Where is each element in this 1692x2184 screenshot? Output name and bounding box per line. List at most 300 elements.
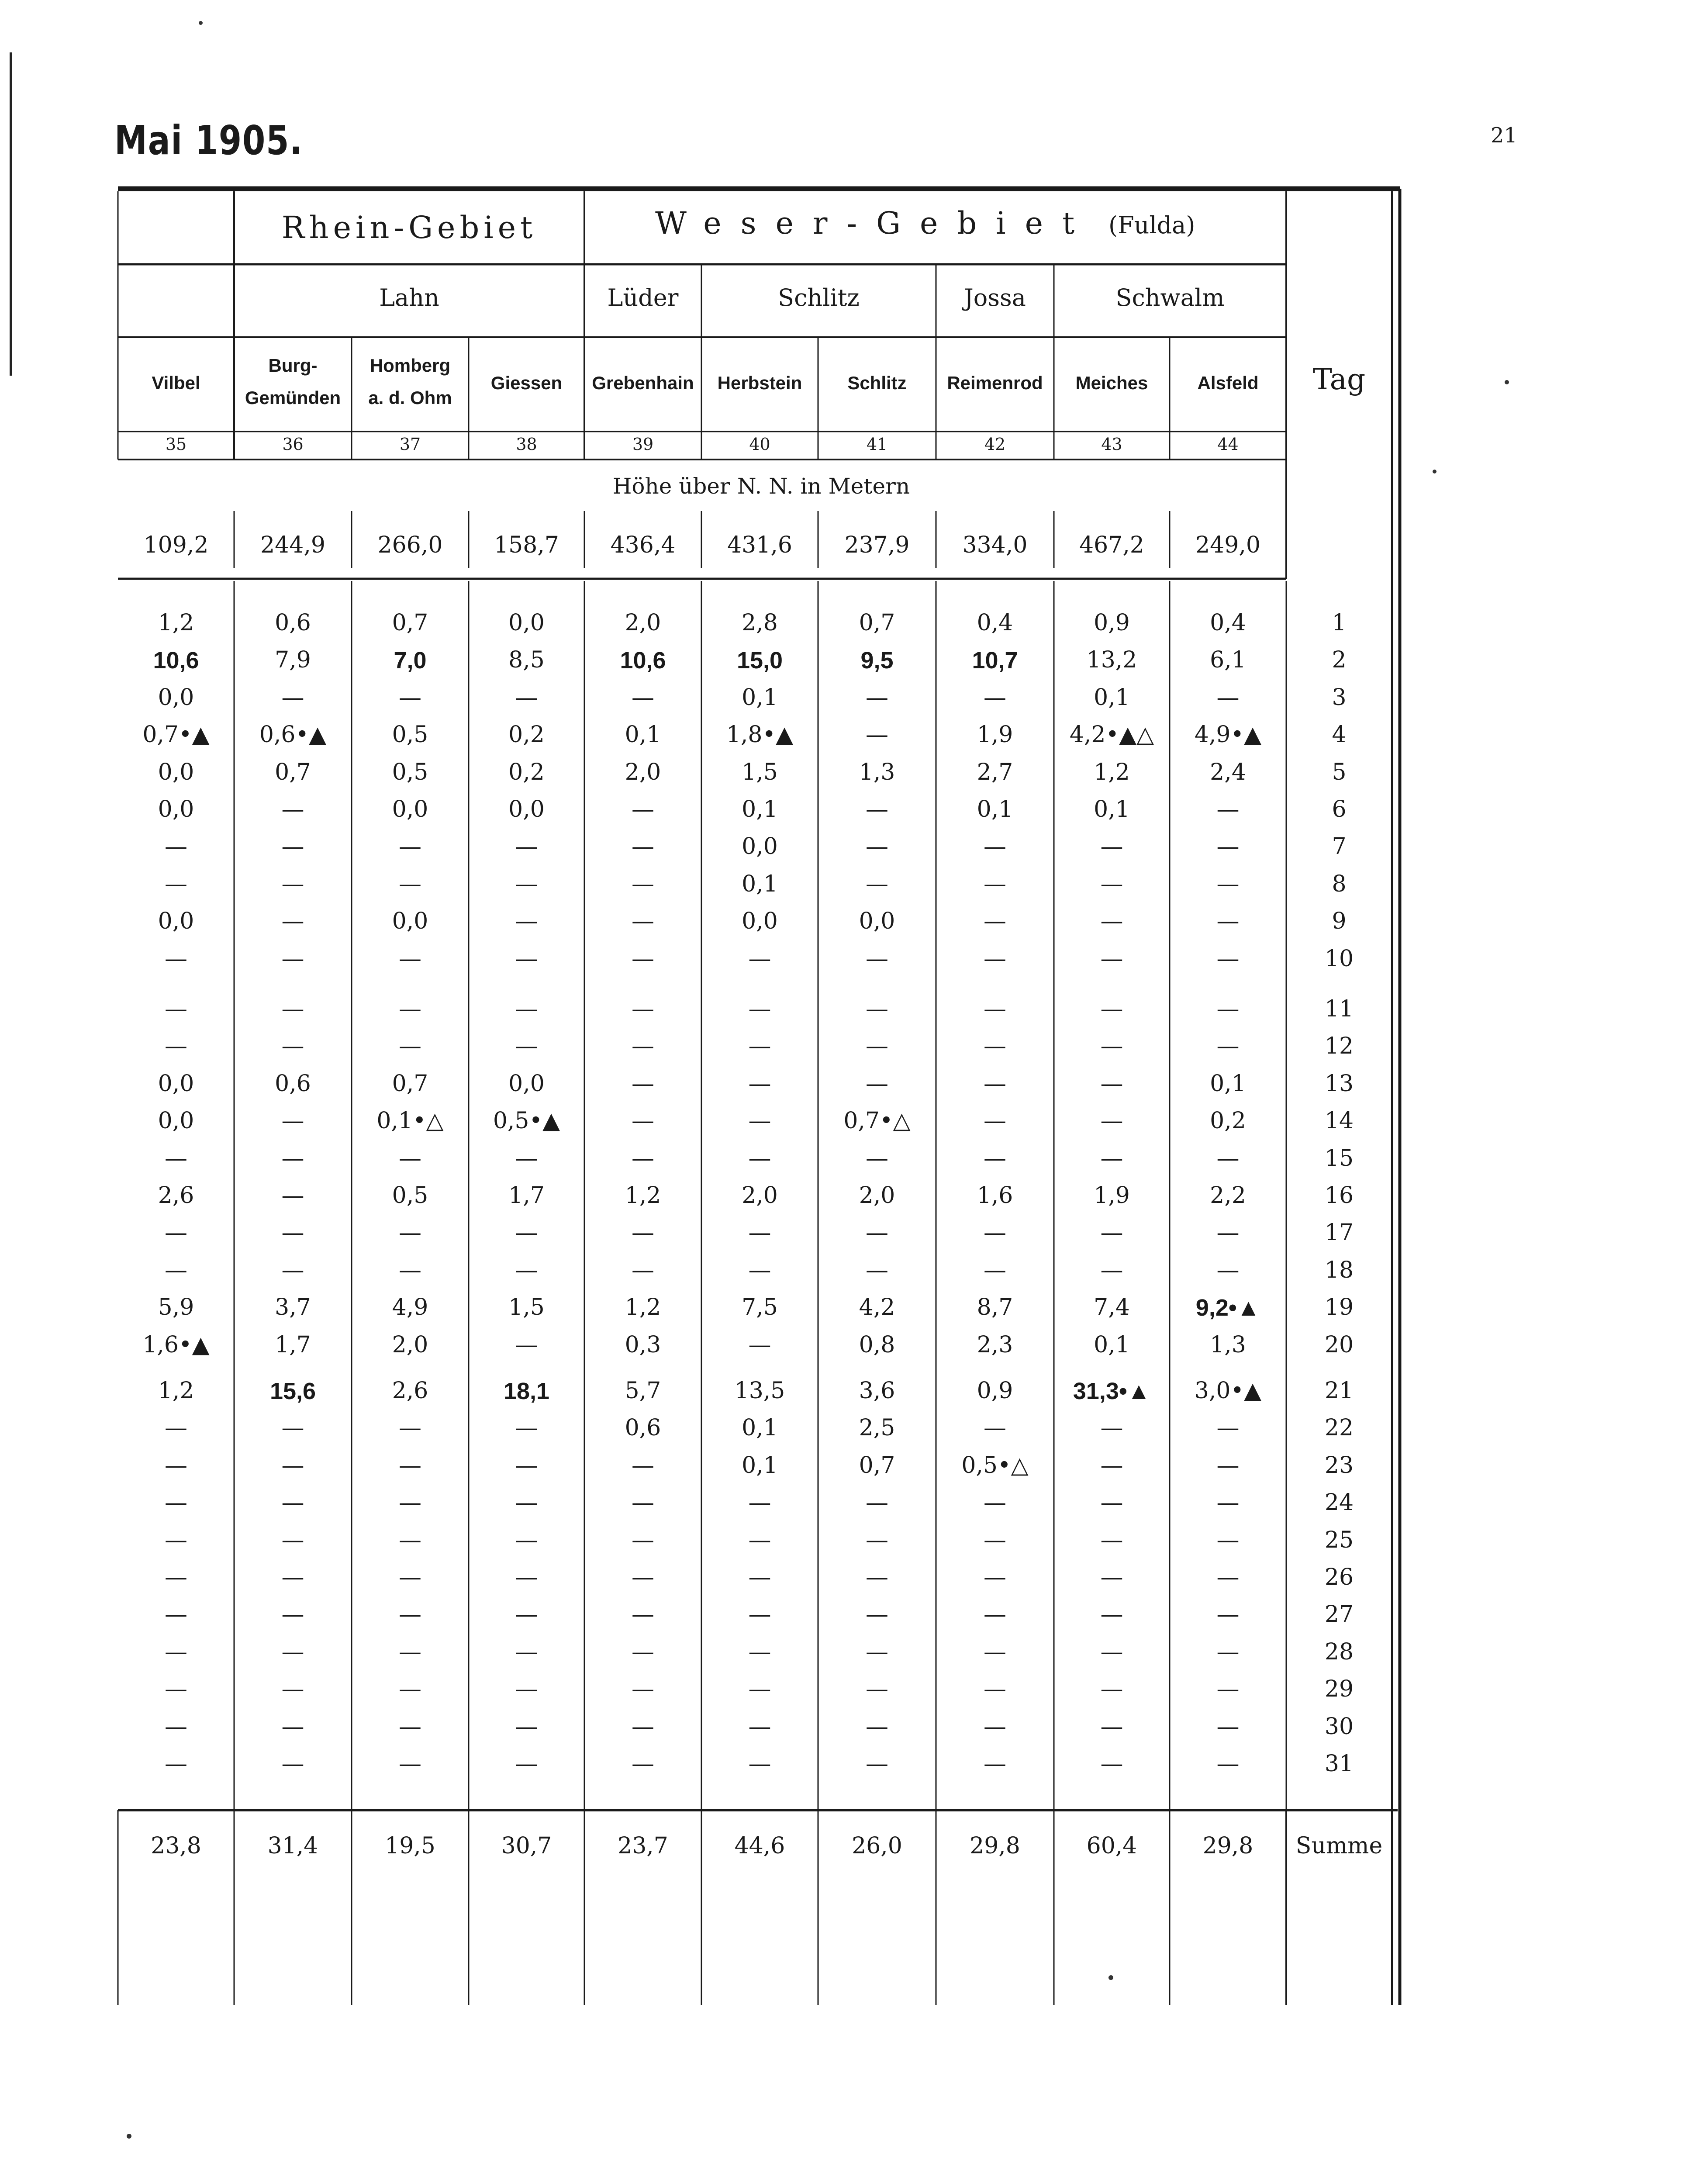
cell-value: — [1100,1527,1123,1553]
cell-value: — [866,722,888,748]
day-number: 17 [1324,1220,1354,1246]
cell-value: 5,9 [158,1294,194,1321]
cell-value: — [632,1676,654,1703]
cell-value: — [515,1415,538,1441]
cell-value: 0,3 [625,1331,661,1358]
cell-value: — [1216,996,1240,1022]
cell-value: — [866,1713,888,1740]
cell-value: 3,7 [275,1294,311,1321]
cell-value: 0,1 [1094,684,1130,711]
cell-value: — [399,1489,421,1516]
cell-value: — [515,1257,538,1283]
cell-value: — [165,1713,187,1740]
cell-value: — [748,996,771,1022]
station-elevation: 237,9 [844,532,910,558]
cell-value: — [1216,1220,1240,1246]
cell-value: — [984,1415,1006,1441]
cell-value: 5,7 [625,1378,661,1404]
day-number: 12 [1324,1033,1354,1060]
page-number: 21 [1491,123,1518,148]
cell-value: — [281,1527,304,1553]
station-number: 42 [984,435,1006,454]
cell-value: — [399,1415,421,1441]
cell-value: — [515,1638,538,1665]
cell-value: — [281,796,304,822]
cell-value: — [984,1601,1006,1628]
cell-value: — [165,945,187,972]
cell-value: 0,6•▲ [259,722,327,748]
cell-value: — [866,996,888,1022]
cell-value: 0,1 [977,796,1013,822]
sum-value: 60,4 [1086,1833,1137,1859]
day-number: 20 [1324,1331,1354,1358]
cell-value: 10,7 [972,647,1018,674]
cell-value: — [1100,1415,1123,1441]
station-elevation: 249,0 [1195,532,1260,558]
cell-value: — [515,1713,538,1740]
cell-value: — [281,1452,304,1479]
cell-value: — [515,945,538,972]
cell-value: 0,5 [392,759,428,785]
cell-value: — [1216,1564,1240,1590]
cell-value: — [515,1145,538,1171]
cell-value: 3,0•▲ [1194,1378,1262,1404]
cell-value: 6,1 [1210,647,1246,674]
day-number: 19 [1324,1294,1354,1321]
cell-value: — [748,1108,771,1134]
cell-value: — [632,908,654,935]
cell-value: — [866,1751,888,1777]
cell-value: — [281,1713,304,1740]
cell-value: 1,2 [158,610,194,636]
cell-value: — [515,1033,538,1060]
cell-value: — [1100,1601,1123,1628]
cell-value: — [165,1257,187,1283]
cell-value: 0,6 [275,610,311,636]
station-elevation: 334,0 [962,532,1028,558]
cell-value: — [632,1489,654,1516]
cell-value: 0,0 [508,610,545,636]
cell-value: — [866,1070,888,1097]
cell-value: — [515,871,538,897]
cell-value: 0,1 [1210,1070,1246,1097]
cell-value: — [1216,1638,1240,1665]
cell-value: 1,3 [1210,1331,1246,1358]
cell-value: — [165,1415,187,1441]
cell-value: — [281,871,304,897]
cell-value: — [399,1145,421,1171]
cell-value: — [866,1220,888,1246]
cell-value: — [866,796,888,822]
station-elevation: 436,4 [610,532,676,558]
cell-value: — [1216,1415,1240,1441]
cell-value: 0,4 [977,610,1013,636]
station-number: 40 [749,435,770,454]
cell-value: — [866,684,888,711]
cell-value: — [748,945,771,972]
cell-value: 0,1 [1094,796,1130,822]
cell-value: 1,9 [1094,1182,1130,1209]
cell-value: 1,8•▲ [726,722,794,748]
cell-value: 2,0 [859,1182,895,1209]
cell-value: — [632,871,654,897]
cell-value: — [399,1452,421,1479]
cell-value: 0,0 [158,908,194,935]
cell-value: 0,0 [158,759,194,785]
cell-value: 0,0 [158,796,194,822]
station-elevation: 431,6 [727,532,792,558]
cell-value: — [515,1601,538,1628]
cell-value: — [748,1220,771,1246]
cell-value: — [1216,1257,1240,1283]
sum-value: 30,7 [501,1833,552,1859]
cell-value: 0,0 [508,796,545,822]
cell-value: — [984,996,1006,1022]
cell-value: 0,7 [275,759,311,785]
cell-value: — [1100,996,1123,1022]
cell-value: — [281,1415,304,1441]
day-number: 3 [1332,684,1347,711]
cell-value: — [984,1676,1006,1703]
sum-value: 44,6 [734,1833,785,1859]
cell-value: — [165,1145,187,1171]
day-number: 8 [1332,871,1347,897]
cell-value: 0,5 [392,722,428,748]
cell-value: — [165,1452,187,1479]
station-name: Herbstein [717,373,802,393]
cell-value: — [399,1751,421,1777]
cell-value: — [984,1145,1006,1171]
cell-value: — [1216,1145,1240,1171]
cell-value: — [984,1070,1006,1097]
cell-value: 7,9 [275,647,311,674]
cell-value: — [281,945,304,972]
river-1: Lüder [607,284,679,311]
cell-value: — [281,833,304,860]
cell-value: 1,2 [158,1378,194,1404]
cell-value: — [632,1145,654,1171]
cell-value: — [399,1033,421,1060]
cell-value: — [984,684,1006,711]
cell-value: — [281,1564,304,1590]
cell-value: — [399,1713,421,1740]
cell-value: — [515,1751,538,1777]
cell-value: 7,4 [1094,1294,1130,1321]
cell-value: — [515,684,538,711]
station-number: 41 [866,435,888,454]
cell-value: — [1216,1452,1240,1479]
cell-value: — [165,1564,187,1590]
cell-value: — [281,1489,304,1516]
cell-value: — [866,1638,888,1665]
day-number: 14 [1324,1108,1354,1134]
cell-value: — [632,1527,654,1553]
cell-value: — [984,833,1006,860]
station-number: 37 [399,435,421,454]
station-name: Homberg a. d. Ohm [368,355,452,408]
cell-value: — [866,1033,888,1060]
cell-value: 0,9 [977,1378,1013,1404]
cell-value: — [1216,1489,1240,1516]
cell-value: — [632,684,654,711]
day-number: 6 [1332,796,1347,822]
day-number: 11 [1324,996,1354,1022]
day-number: 26 [1324,1564,1354,1590]
cell-value: — [1216,1713,1240,1740]
station-name: Alsfeld [1197,373,1259,393]
cell-value: 2,4 [1210,759,1246,785]
cell-value: 9,5 [860,647,894,674]
cell-value: — [866,1145,888,1171]
cell-value: — [165,1676,187,1703]
cell-value: 2,3 [977,1331,1013,1358]
cell-value: — [1100,1033,1123,1060]
day-number: 16 [1324,1182,1354,1209]
station-elevation: 158,7 [494,532,559,558]
river-0: Lahn [379,284,439,311]
cell-value: 1,2 [625,1294,661,1321]
cell-value: — [1216,871,1240,897]
cell-value: — [1100,945,1123,972]
cell-value: — [399,1564,421,1590]
cell-value: 0,7 [392,610,428,636]
cell-value: — [632,1070,654,1097]
river-4: Schwalm [1115,284,1225,311]
sum-value: 19,5 [385,1833,435,1859]
cell-value: — [866,1527,888,1553]
cell-value: — [399,1257,421,1283]
station-name: Meiches [1075,373,1148,393]
cell-value: 7,0 [394,647,427,674]
cell-value: 15,6 [269,1378,316,1404]
cell-value: — [984,1713,1006,1740]
station-name: Giessen [490,373,563,393]
cell-value: — [632,1638,654,1665]
cell-value: 1,6 [977,1182,1013,1209]
cell-value: — [1100,1220,1123,1246]
cell-value: — [748,1638,771,1665]
cell-value: — [866,1564,888,1590]
cell-value: — [1100,1257,1123,1283]
day-number: 23 [1324,1452,1354,1479]
cell-value: — [515,908,538,935]
cell-value: — [632,996,654,1022]
cell-value: 1,7 [508,1182,545,1209]
cell-value: — [748,1601,771,1628]
cell-value: — [632,1033,654,1060]
cell-value: 10,6 [620,647,666,674]
cell-value: — [515,1676,538,1703]
station-name: Schlitz [847,373,907,393]
cell-value: — [866,1676,888,1703]
cell-value: 2,6 [158,1182,194,1209]
cell-value: 2,0 [392,1331,428,1358]
cell-value: 0,0 [392,908,428,935]
day-number: 15 [1324,1145,1354,1171]
cell-value: 0,7•▲ [142,722,210,748]
station-number: 38 [516,435,537,454]
cell-value: — [1216,1601,1240,1628]
day-number: 9 [1332,908,1347,935]
cell-value: 0,8 [859,1331,895,1358]
cell-value: — [1216,1033,1240,1060]
day-number: 18 [1324,1257,1354,1283]
cell-value: 2,0 [742,1182,778,1209]
cell-value: — [632,1601,654,1628]
cell-value: 13,2 [1086,647,1137,674]
cell-value: 0,2 [508,759,545,785]
cell-value: 0,9 [1094,610,1130,636]
cell-value: 31,3•▲ [1073,1378,1151,1404]
cell-value: — [165,1489,187,1516]
cell-value: — [632,1452,654,1479]
cell-value: 18,1 [503,1378,550,1404]
day-number: 24 [1324,1489,1354,1516]
region-weser-sub: (Fulda) [1108,211,1195,239]
cell-value: — [748,1257,771,1283]
day-number: 2 [1332,647,1347,674]
cell-value: 1,7 [275,1331,311,1358]
cell-value: — [866,833,888,860]
cell-value: 0,0 [158,684,194,711]
cell-value: — [984,1527,1006,1553]
cell-value: 0,0 [742,908,778,935]
station-elevation: 109,2 [143,532,209,558]
cell-value: 0,1 [742,684,778,711]
cell-value: 4,2•▲△ [1069,722,1154,748]
cell-value: — [165,833,187,860]
cell-value: — [165,1751,187,1777]
cell-value: — [1100,1108,1123,1134]
day-number: 28 [1324,1638,1354,1665]
sum-value: 23,8 [151,1833,201,1859]
cell-value: — [1216,1527,1240,1553]
cell-value: 0,7 [392,1070,428,1097]
cell-value: 2,5 [859,1415,895,1441]
cell-value: 0,1 [1094,1331,1130,1358]
cell-value: 3,6 [859,1378,895,1404]
cell-value: — [748,1331,771,1358]
cell-value: 0,1 [742,871,778,897]
cell-value: 0,5 [392,1182,428,1209]
cell-value: 0,7 [859,1452,895,1479]
cell-value: — [281,1108,304,1134]
cell-value: — [165,1601,187,1628]
cell-value: — [1100,1751,1123,1777]
cell-value: 1,3 [859,759,895,785]
cell-value: 0,6 [625,1415,661,1441]
cell-value: — [1100,833,1123,860]
cell-value: — [515,996,538,1022]
cell-value: — [632,1564,654,1590]
cell-value: — [1100,1145,1123,1171]
cell-value: — [281,1676,304,1703]
cell-value: — [1216,684,1240,711]
cell-value: — [399,833,421,860]
cell-value: 0,2 [1210,1108,1246,1134]
day-number: 7 [1332,833,1347,860]
cell-value: — [1216,833,1240,860]
cell-value: — [866,1257,888,1283]
day-number: 13 [1324,1070,1354,1097]
cell-value: — [281,908,304,935]
day-number: 21 [1324,1378,1354,1404]
cell-value: 8,5 [508,647,545,674]
cell-value: — [515,1564,538,1590]
cell-value: — [165,1033,187,1060]
cell-value: — [281,1220,304,1246]
day-number: 4 [1332,722,1347,748]
cell-value: — [281,996,304,1022]
cell-value: — [1216,796,1240,822]
cell-value: — [399,1527,421,1553]
cell-value: 2,0 [625,759,661,785]
region-rhein: Rhein-Gebiet [281,210,537,245]
station-name: Burg- Gemünden [245,355,341,408]
cell-value: — [632,796,654,822]
cell-value: — [1100,871,1123,897]
cell-value: — [165,1638,187,1665]
cell-value: 0,7•△ [843,1108,911,1134]
station-name: Reimenrod [947,373,1043,393]
station-elevation: 467,2 [1079,532,1144,558]
cell-value: — [866,945,888,972]
cell-value: — [866,871,888,897]
sum-value: 29,8 [1202,1833,1253,1859]
cell-value: 9,2•▲ [1195,1295,1260,1321]
cell-value: — [165,871,187,897]
cell-value: 8,7 [977,1294,1013,1321]
cell-value: — [165,1527,187,1553]
cell-value: — [748,1489,771,1516]
cell-value: — [984,1033,1006,1060]
cell-value: 0,0 [859,908,895,935]
cell-value: — [748,1070,771,1097]
station-name: Grebenhain [592,373,694,393]
cell-value: — [984,1564,1006,1590]
cell-value: 13,5 [734,1378,785,1404]
cell-value: — [399,1220,421,1246]
cell-value: — [984,1751,1006,1777]
station-number: 39 [632,435,654,454]
cell-value: 0,0 [742,833,778,860]
cell-value: 0,5•▲ [493,1108,560,1134]
cell-value: — [748,1713,771,1740]
cell-value: 1,6•▲ [142,1331,210,1358]
cell-value: — [1216,1676,1240,1703]
cell-value: 15,0 [736,647,783,674]
cell-value: — [866,1601,888,1628]
page-title: Mai 1905. [114,117,303,164]
cell-value: — [165,996,187,1022]
cell-value: — [281,1033,304,1060]
cell-value: — [1100,1638,1123,1665]
cell-value: — [632,1713,654,1740]
cell-value: — [515,1452,538,1479]
elevation-label: Höhe über N. N. in Metern [612,473,910,499]
station-name: Vilbel [152,373,200,393]
cell-value: — [984,1638,1006,1665]
region-weser: Weser-Gebiet [655,205,1094,241]
day-number: 25 [1324,1527,1354,1553]
sum-value: 31,4 [267,1833,318,1859]
cell-value: — [984,871,1006,897]
cell-value: 1,5 [508,1294,545,1321]
cell-value: — [281,1751,304,1777]
cell-value: — [281,1257,304,1283]
cell-value: 10,6 [153,647,199,674]
station-elevation: 244,9 [260,532,325,558]
